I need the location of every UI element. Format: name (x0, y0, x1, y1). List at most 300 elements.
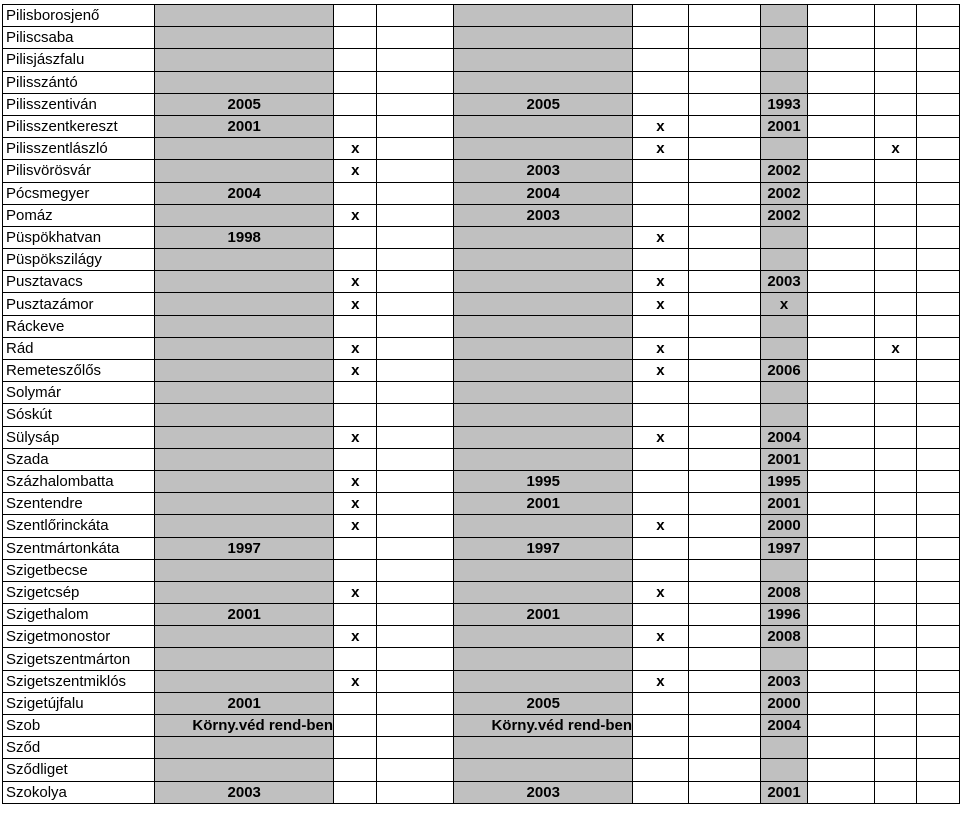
data-cell[interactable]: 1996 (760, 604, 808, 626)
data-cell[interactable] (377, 160, 454, 182)
data-cell[interactable] (688, 249, 760, 271)
row-label-cell[interactable]: Solymár (3, 382, 155, 404)
data-cell[interactable] (808, 426, 874, 448)
data-cell[interactable] (377, 515, 454, 537)
data-cell[interactable] (633, 382, 689, 404)
data-cell[interactable]: Körny.véd rend-ben (454, 715, 633, 737)
data-cell[interactable]: Körny.véd rend-ben (155, 715, 334, 737)
data-cell[interactable] (377, 249, 454, 271)
data-cell[interactable]: x (633, 360, 689, 382)
data-cell[interactable] (454, 271, 633, 293)
data-cell[interactable] (688, 626, 760, 648)
data-cell[interactable] (808, 204, 874, 226)
data-cell[interactable] (688, 493, 760, 515)
row-label-cell[interactable]: Százhalombatta (3, 470, 155, 492)
data-cell[interactable]: x (633, 226, 689, 248)
data-cell[interactable] (633, 93, 689, 115)
data-cell[interactable] (155, 360, 334, 382)
data-cell[interactable]: 2001 (155, 692, 334, 714)
data-cell[interactable] (808, 360, 874, 382)
row-label-cell[interactable]: Sződliget (3, 759, 155, 781)
row-label-cell[interactable]: Pócsmegyer (3, 182, 155, 204)
data-cell[interactable] (155, 470, 334, 492)
data-cell[interactable] (874, 670, 917, 692)
data-cell[interactable] (454, 426, 633, 448)
data-cell[interactable] (760, 648, 808, 670)
data-cell[interactable] (633, 493, 689, 515)
data-cell[interactable]: x (334, 204, 377, 226)
data-cell[interactable] (334, 93, 377, 115)
data-cell[interactable]: x (334, 426, 377, 448)
row-label-cell[interactable]: Szada (3, 448, 155, 470)
data-cell[interactable] (808, 581, 874, 603)
data-cell[interactable] (808, 337, 874, 359)
data-cell[interactable] (874, 781, 917, 803)
data-cell[interactable] (688, 448, 760, 470)
data-cell[interactable] (454, 737, 633, 759)
data-cell[interactable]: 2005 (155, 93, 334, 115)
data-cell[interactable] (917, 404, 960, 426)
data-cell[interactable] (155, 559, 334, 581)
data-cell[interactable] (633, 204, 689, 226)
data-cell[interactable] (334, 182, 377, 204)
data-cell[interactable] (454, 759, 633, 781)
data-cell[interactable]: x (633, 138, 689, 160)
data-cell[interactable] (334, 715, 377, 737)
data-cell[interactable] (917, 781, 960, 803)
data-cell[interactable] (808, 626, 874, 648)
data-cell[interactable] (377, 115, 454, 137)
data-cell[interactable]: 1997 (454, 537, 633, 559)
row-label-cell[interactable]: Rád (3, 337, 155, 359)
data-cell[interactable] (808, 182, 874, 204)
data-cell[interactable] (377, 493, 454, 515)
data-cell[interactable]: 2004 (155, 182, 334, 204)
data-cell[interactable] (454, 115, 633, 137)
data-cell[interactable] (917, 249, 960, 271)
data-cell[interactable] (633, 737, 689, 759)
data-cell[interactable]: x (334, 337, 377, 359)
data-cell[interactable] (688, 182, 760, 204)
data-cell[interactable] (377, 581, 454, 603)
data-cell[interactable] (377, 781, 454, 803)
row-label-cell[interactable]: Szigetmonostor (3, 626, 155, 648)
data-cell[interactable] (377, 404, 454, 426)
data-cell[interactable] (917, 71, 960, 93)
data-cell[interactable]: x (633, 515, 689, 537)
data-cell[interactable] (334, 559, 377, 581)
data-cell[interactable] (760, 737, 808, 759)
data-cell[interactable]: 2002 (760, 182, 808, 204)
data-cell[interactable] (633, 604, 689, 626)
data-cell[interactable] (917, 315, 960, 337)
row-label-cell[interactable]: Pilisjászfalu (3, 49, 155, 71)
data-cell[interactable] (760, 49, 808, 71)
data-cell[interactable] (334, 71, 377, 93)
row-label-cell[interactable]: Püspökhatvan (3, 226, 155, 248)
data-cell[interactable] (155, 160, 334, 182)
row-label-cell[interactable]: Püspökszilágy (3, 249, 155, 271)
data-cell[interactable] (874, 515, 917, 537)
data-cell[interactable] (688, 559, 760, 581)
data-cell[interactable] (377, 537, 454, 559)
data-cell[interactable]: 2004 (760, 715, 808, 737)
data-cell[interactable]: 2005 (454, 692, 633, 714)
data-cell[interactable] (454, 337, 633, 359)
data-cell[interactable] (917, 93, 960, 115)
data-cell[interactable] (454, 382, 633, 404)
data-cell[interactable] (760, 559, 808, 581)
data-cell[interactable] (377, 470, 454, 492)
data-cell[interactable] (155, 581, 334, 603)
row-label-cell[interactable]: Szigetcsép (3, 581, 155, 603)
data-cell[interactable] (808, 493, 874, 515)
data-cell[interactable] (633, 448, 689, 470)
row-label-cell[interactable]: Szigetújfalu (3, 692, 155, 714)
data-cell[interactable] (917, 759, 960, 781)
data-cell[interactable] (917, 737, 960, 759)
data-cell[interactable] (377, 293, 454, 315)
row-label-cell[interactable]: Pilisszentkereszt (3, 115, 155, 137)
data-cell[interactable] (808, 448, 874, 470)
data-cell[interactable] (874, 559, 917, 581)
data-cell[interactable] (633, 759, 689, 781)
data-cell[interactable]: x (633, 115, 689, 137)
data-cell[interactable] (688, 337, 760, 359)
data-cell[interactable]: x (633, 670, 689, 692)
data-cell[interactable] (454, 249, 633, 271)
data-cell[interactable] (334, 692, 377, 714)
data-cell[interactable] (760, 315, 808, 337)
data-cell[interactable]: 1998 (155, 226, 334, 248)
data-cell[interactable]: 2003 (454, 160, 633, 182)
data-cell[interactable] (334, 404, 377, 426)
row-label-cell[interactable]: Szob (3, 715, 155, 737)
row-label-cell[interactable]: Piliscsaba (3, 27, 155, 49)
data-cell[interactable] (688, 648, 760, 670)
data-cell[interactable] (377, 759, 454, 781)
data-cell[interactable] (633, 648, 689, 670)
data-cell[interactable] (917, 271, 960, 293)
data-cell[interactable] (688, 404, 760, 426)
data-cell[interactable] (155, 404, 334, 426)
data-cell[interactable] (688, 49, 760, 71)
data-cell[interactable] (874, 382, 917, 404)
data-cell[interactable] (334, 5, 377, 27)
data-cell[interactable] (377, 382, 454, 404)
data-cell[interactable] (155, 337, 334, 359)
data-cell[interactable] (917, 648, 960, 670)
row-label-cell[interactable]: Sülysáp (3, 426, 155, 448)
data-cell[interactable] (155, 49, 334, 71)
data-cell[interactable] (874, 271, 917, 293)
data-cell[interactable]: x (334, 493, 377, 515)
data-cell[interactable] (917, 537, 960, 559)
data-cell[interactable] (808, 271, 874, 293)
data-cell[interactable] (155, 27, 334, 49)
data-cell[interactable] (874, 737, 917, 759)
data-cell[interactable] (874, 493, 917, 515)
data-cell[interactable] (633, 5, 689, 27)
data-cell[interactable] (633, 692, 689, 714)
data-cell[interactable] (377, 426, 454, 448)
data-cell[interactable] (760, 5, 808, 27)
data-cell[interactable] (808, 115, 874, 137)
data-cell[interactable] (688, 715, 760, 737)
data-cell[interactable]: x (633, 293, 689, 315)
data-cell[interactable] (808, 71, 874, 93)
data-cell[interactable] (454, 71, 633, 93)
data-cell[interactable] (377, 604, 454, 626)
data-cell[interactable]: 2002 (760, 160, 808, 182)
row-label-cell[interactable]: Ráckeve (3, 315, 155, 337)
data-cell[interactable]: x (334, 160, 377, 182)
data-cell[interactable] (155, 759, 334, 781)
data-cell[interactable] (334, 781, 377, 803)
data-cell[interactable] (917, 670, 960, 692)
data-cell[interactable] (688, 581, 760, 603)
data-cell[interactable] (808, 537, 874, 559)
data-cell[interactable]: x (633, 626, 689, 648)
data-cell[interactable] (688, 160, 760, 182)
data-cell[interactable] (874, 71, 917, 93)
data-cell[interactable]: 2001 (760, 448, 808, 470)
data-cell[interactable]: 2003 (760, 670, 808, 692)
data-cell[interactable]: 2003 (155, 781, 334, 803)
data-cell[interactable] (454, 648, 633, 670)
data-cell[interactable] (874, 115, 917, 137)
data-cell[interactable]: x (633, 271, 689, 293)
data-cell[interactable] (688, 737, 760, 759)
data-cell[interactable] (917, 204, 960, 226)
data-cell[interactable] (155, 670, 334, 692)
data-cell[interactable] (688, 5, 760, 27)
data-cell[interactable]: x (334, 360, 377, 382)
data-cell[interactable] (155, 648, 334, 670)
data-cell[interactable] (917, 426, 960, 448)
data-cell[interactable] (874, 648, 917, 670)
data-cell[interactable] (334, 648, 377, 670)
data-cell[interactable] (454, 581, 633, 603)
data-cell[interactable]: 1995 (454, 470, 633, 492)
data-cell[interactable] (917, 138, 960, 160)
data-cell[interactable] (633, 404, 689, 426)
data-cell[interactable] (760, 382, 808, 404)
data-cell[interactable] (377, 737, 454, 759)
data-cell[interactable] (155, 493, 334, 515)
data-cell[interactable] (808, 737, 874, 759)
data-cell[interactable]: x (334, 515, 377, 537)
data-cell[interactable] (874, 93, 917, 115)
data-cell[interactable] (760, 138, 808, 160)
data-cell[interactable] (808, 648, 874, 670)
data-cell[interactable]: x (334, 670, 377, 692)
data-cell[interactable] (633, 160, 689, 182)
data-cell[interactable] (688, 293, 760, 315)
data-cell[interactable] (760, 404, 808, 426)
data-cell[interactable] (334, 27, 377, 49)
data-cell[interactable] (688, 692, 760, 714)
data-cell[interactable]: 2004 (760, 426, 808, 448)
data-cell[interactable]: 1997 (155, 537, 334, 559)
data-cell[interactable] (874, 537, 917, 559)
data-cell[interactable] (155, 138, 334, 160)
data-cell[interactable]: x (633, 581, 689, 603)
row-label-cell[interactable]: Szigetszentmárton (3, 648, 155, 670)
row-label-cell[interactable]: Pomáz (3, 204, 155, 226)
data-cell[interactable] (688, 315, 760, 337)
data-cell[interactable] (155, 5, 334, 27)
row-label-cell[interactable]: Szigetszentmiklós (3, 670, 155, 692)
data-cell[interactable] (688, 426, 760, 448)
data-cell[interactable] (688, 27, 760, 49)
data-cell[interactable] (874, 315, 917, 337)
data-cell[interactable] (917, 115, 960, 137)
data-cell[interactable] (454, 515, 633, 537)
data-cell[interactable] (377, 49, 454, 71)
data-cell[interactable] (633, 315, 689, 337)
data-cell[interactable] (454, 404, 633, 426)
data-cell[interactable] (917, 493, 960, 515)
data-cell[interactable] (633, 537, 689, 559)
data-cell[interactable]: x (334, 626, 377, 648)
data-cell[interactable] (874, 404, 917, 426)
data-cell[interactable] (808, 670, 874, 692)
data-cell[interactable] (155, 448, 334, 470)
data-cell[interactable] (808, 715, 874, 737)
data-cell[interactable] (633, 559, 689, 581)
data-cell[interactable]: x (334, 138, 377, 160)
data-cell[interactable]: 2001 (155, 604, 334, 626)
data-cell[interactable] (633, 249, 689, 271)
data-cell[interactable] (334, 537, 377, 559)
data-cell[interactable] (688, 93, 760, 115)
data-cell[interactable] (377, 5, 454, 27)
data-cell[interactable] (377, 93, 454, 115)
data-cell[interactable] (808, 559, 874, 581)
row-label-cell[interactable]: Sződ (3, 737, 155, 759)
data-cell[interactable] (874, 204, 917, 226)
row-label-cell[interactable]: Pusztazámor (3, 293, 155, 315)
data-cell[interactable] (377, 360, 454, 382)
data-cell[interactable] (334, 737, 377, 759)
row-label-cell[interactable]: Pilisvörösvár (3, 160, 155, 182)
data-cell[interactable] (874, 360, 917, 382)
data-cell[interactable] (334, 226, 377, 248)
data-cell[interactable]: 2000 (760, 692, 808, 714)
data-cell[interactable]: 1995 (760, 470, 808, 492)
data-cell[interactable] (917, 470, 960, 492)
data-cell[interactable] (917, 182, 960, 204)
data-cell[interactable] (808, 93, 874, 115)
data-cell[interactable] (377, 226, 454, 248)
data-cell[interactable] (454, 670, 633, 692)
data-cell[interactable] (917, 604, 960, 626)
data-cell[interactable] (917, 715, 960, 737)
data-cell[interactable] (334, 249, 377, 271)
data-cell[interactable] (874, 5, 917, 27)
data-cell[interactable] (760, 27, 808, 49)
data-cell[interactable] (377, 559, 454, 581)
data-cell[interactable] (377, 315, 454, 337)
data-cell[interactable] (917, 27, 960, 49)
data-cell[interactable] (760, 337, 808, 359)
data-cell[interactable] (874, 249, 917, 271)
row-label-cell[interactable]: Pilisszentiván (3, 93, 155, 115)
data-cell[interactable] (688, 226, 760, 248)
data-cell[interactable] (874, 759, 917, 781)
data-cell[interactable] (633, 71, 689, 93)
data-cell[interactable] (633, 49, 689, 71)
data-cell[interactable] (808, 249, 874, 271)
data-cell[interactable] (454, 315, 633, 337)
data-cell[interactable] (155, 249, 334, 271)
data-cell[interactable] (760, 249, 808, 271)
data-cell[interactable] (377, 692, 454, 714)
data-cell[interactable] (688, 670, 760, 692)
row-label-cell[interactable]: Szigethalom (3, 604, 155, 626)
data-cell[interactable] (917, 337, 960, 359)
row-label-cell[interactable]: Szigetbecse (3, 559, 155, 581)
data-cell[interactable] (917, 626, 960, 648)
data-cell[interactable]: x (334, 470, 377, 492)
data-cell[interactable] (808, 226, 874, 248)
data-cell[interactable] (377, 648, 454, 670)
data-cell[interactable] (633, 470, 689, 492)
data-cell[interactable] (808, 5, 874, 27)
data-cell[interactable] (688, 781, 760, 803)
data-cell[interactable] (808, 49, 874, 71)
data-cell[interactable] (155, 382, 334, 404)
data-cell[interactable] (334, 115, 377, 137)
data-cell[interactable] (377, 626, 454, 648)
data-cell[interactable] (808, 404, 874, 426)
data-cell[interactable]: 2008 (760, 626, 808, 648)
data-cell[interactable] (454, 27, 633, 49)
data-cell[interactable] (917, 5, 960, 27)
data-cell[interactable] (454, 226, 633, 248)
data-cell[interactable] (155, 515, 334, 537)
data-cell[interactable]: 2003 (454, 781, 633, 803)
data-cell[interactable] (808, 515, 874, 537)
data-cell[interactable] (454, 49, 633, 71)
data-cell[interactable]: x (633, 426, 689, 448)
data-cell[interactable]: 2006 (760, 360, 808, 382)
data-cell[interactable]: 2008 (760, 581, 808, 603)
data-cell[interactable] (808, 160, 874, 182)
data-cell[interactable] (917, 226, 960, 248)
data-cell[interactable] (454, 138, 633, 160)
data-cell[interactable] (377, 204, 454, 226)
data-cell[interactable] (334, 382, 377, 404)
data-cell[interactable] (155, 71, 334, 93)
data-cell[interactable] (874, 581, 917, 603)
data-cell[interactable]: 2001 (454, 604, 633, 626)
data-cell[interactable] (377, 715, 454, 737)
data-cell[interactable]: 2000 (760, 515, 808, 537)
data-cell[interactable] (454, 559, 633, 581)
row-label-cell[interactable]: Remeteszőlős (3, 360, 155, 382)
data-cell[interactable] (454, 626, 633, 648)
data-cell[interactable] (454, 5, 633, 27)
data-cell[interactable] (874, 293, 917, 315)
data-cell[interactable] (334, 448, 377, 470)
data-cell[interactable]: 2002 (760, 204, 808, 226)
data-cell[interactable]: x (633, 337, 689, 359)
data-cell[interactable] (760, 226, 808, 248)
data-cell[interactable] (688, 115, 760, 137)
data-cell[interactable] (454, 360, 633, 382)
